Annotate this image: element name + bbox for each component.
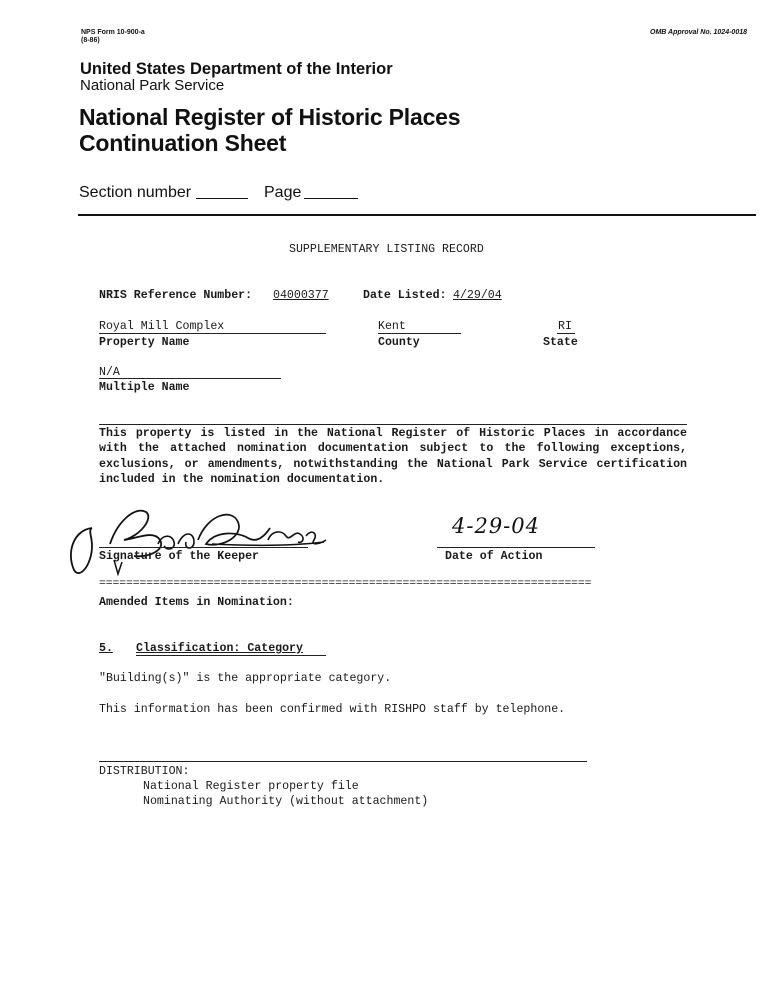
distribution-label: DISTRIBUTION: [99,765,190,778]
header-rule [78,214,756,216]
form-number-line2: (8-86) [81,37,100,44]
keeper-signature [62,500,332,580]
nris-label: NRIS Reference Number: [99,289,253,302]
certification-top-rule [99,424,687,425]
property-name-value: Royal Mill Complex [99,320,225,333]
state-value: RI [558,320,572,333]
amended-heading: Amended Items in Nomination: [99,596,294,609]
property-name-underline [99,333,326,334]
page-blank [304,198,358,199]
date-of-action-label: Date of Action [445,550,543,563]
multiple-name-underline [99,378,281,379]
date-listed-value: 4/29/04 [453,289,502,302]
distribution-block [99,764,428,809]
county-value: Kent [378,320,406,333]
multiple-name-label: Multiple Name [99,381,190,394]
nris-value: 04000377 [273,289,329,302]
section-title-underline [136,655,326,656]
date-of-action-handwritten: 4-29-04 [452,514,540,538]
section-number-label: Section number [79,184,192,201]
amendment-line-2: This information has been confirmed with RISHPO staff by telephone. [99,703,566,716]
distribution-item: Nominating Authority (without attachment) [143,795,429,808]
form-title: National Register of Historic Places [79,104,461,130]
form-subtitle: Continuation Sheet [79,130,287,156]
omb-approval: OMB Approval No. 1024-0018 [650,29,747,36]
page-label: Page [264,184,302,201]
service-name: National Park Service [80,77,225,94]
state-label: State [543,336,578,349]
record-heading: SUPPLEMENTARY LISTING RECORD [289,243,484,256]
section-number: 5. [99,642,113,655]
separator-line: ========================================================================= [99,578,592,590]
date-listed-label: Date Listed: [363,289,447,302]
county-label: County [378,336,420,349]
certification-text: This property is listed in the National Register of Historic Places in accordance with the attached nomination documentation subject to the following exceptions, exclusions, or amendments, notwithstanding the National Park Service certification included in the nomination documentation. [99,427,687,486]
section-number-blank [196,198,248,199]
section-title: Classification: Category [136,642,303,655]
signature-label: Signature of the Keeper [99,550,260,563]
state-underline [557,333,575,334]
amendment-line-1: "Building(s)" is the appropriate category. [99,672,392,685]
distribution-item: National Register property file [143,780,359,793]
distribution-top-rule [99,761,587,762]
signature-line [99,547,308,548]
property-name-label: Property Name [99,336,190,349]
form-number [81,29,145,45]
form-number-line1: NPS Form 10-900-a [81,29,145,36]
multiple-name-value: N/A [99,366,120,379]
county-underline [378,333,461,334]
date-of-action-line [437,547,595,548]
department-name: United States Department of the Interior [80,60,393,78]
